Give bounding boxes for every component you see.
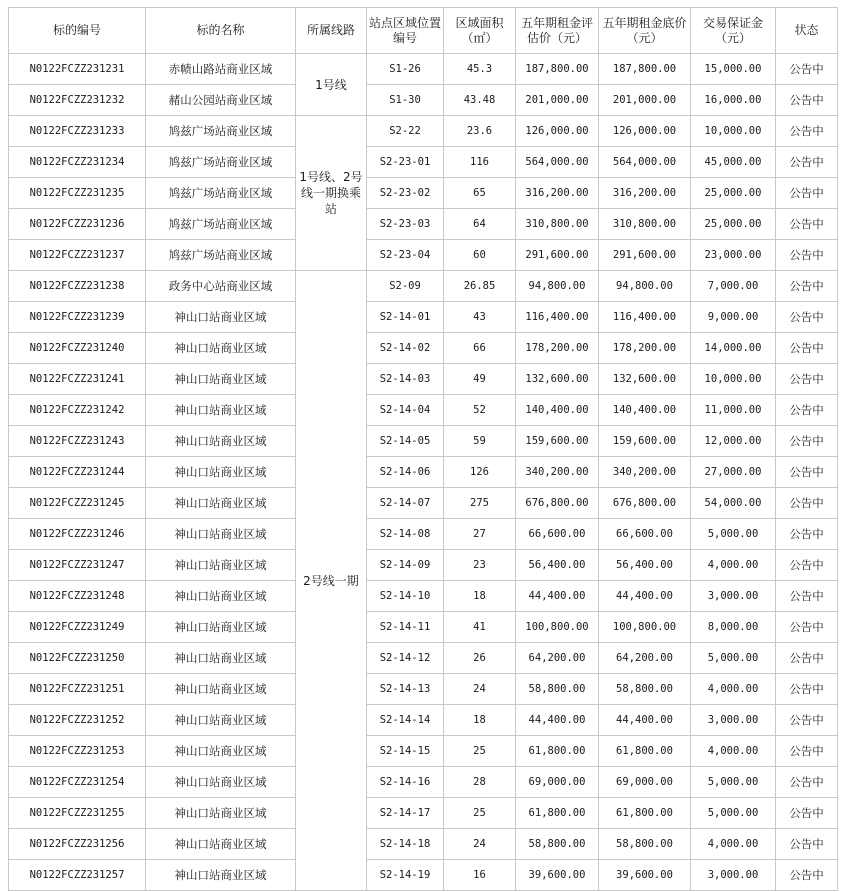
table-row [9,643,838,674]
cell-deposit: 54,000.00 [691,488,776,519]
cell-code: N0122FCZZ231239 [9,302,146,333]
cell-area: 24 [444,674,516,705]
cell-area: 18 [444,581,516,612]
cell-deposit: 5,000.00 [691,519,776,550]
cell-area: 16 [444,860,516,891]
cell-code: N0122FCZZ231257 [9,860,146,891]
cell-position: S2-14-01 [367,302,444,333]
cell-deposit: 14,000.00 [691,333,776,364]
cell-floor-price: 310,800.00 [599,209,691,240]
cell-floor-price: 39,600.00 [599,860,691,891]
cell-code: N0122FCZZ231241 [9,364,146,395]
cell-status: 公告中 [776,829,838,860]
table-row [9,736,838,767]
cell-deposit: 7,000.00 [691,271,776,302]
cell-status: 公告中 [776,271,838,302]
cell-position: S2-14-05 [367,426,444,457]
cell-floor-price: 58,800.00 [599,829,691,860]
cell-area: 27 [444,519,516,550]
cell-area: 26.85 [444,271,516,302]
cell-name: 神山口站商业区域 [146,829,296,860]
cell-position: S2-23-02 [367,178,444,209]
cell-status: 公告中 [776,54,838,85]
table-row [9,364,838,395]
cell-eval-price: 132,600.00 [516,364,599,395]
cell-eval-price: 39,600.00 [516,860,599,891]
table-row [9,581,838,612]
cell-deposit: 27,000.00 [691,457,776,488]
cell-eval-price: 178,200.00 [516,333,599,364]
cell-status: 公告中 [776,798,838,829]
cell-floor-price: 132,600.00 [599,364,691,395]
cell-position: S2-14-08 [367,519,444,550]
col-header-eval-price: 五年期租金评估价（元） [516,8,599,54]
col-header-deposit: 交易保证金（元） [691,8,776,54]
cell-name: 神山口站商业区域 [146,302,296,333]
table-row [9,85,838,116]
cell-deposit: 23,000.00 [691,240,776,271]
cell-status: 公告中 [776,302,838,333]
cell-status: 公告中 [776,550,838,581]
cell-status: 公告中 [776,178,838,209]
table-row [9,147,838,178]
cell-floor-price: 676,800.00 [599,488,691,519]
table-row [9,240,838,271]
cell-eval-price: 126,000.00 [516,116,599,147]
cell-eval-price: 100,800.00 [516,612,599,643]
cell-status: 公告中 [776,519,838,550]
cell-deposit: 4,000.00 [691,736,776,767]
cell-area: 60 [444,240,516,271]
cell-eval-price: 159,600.00 [516,426,599,457]
col-header-status: 状态 [776,8,838,54]
cell-name: 神山口站商业区域 [146,581,296,612]
cell-eval-price: 340,200.00 [516,457,599,488]
cell-floor-price: 94,800.00 [599,271,691,302]
cell-position: S2-23-03 [367,209,444,240]
cell-area: 23.6 [444,116,516,147]
cell-area: 23 [444,550,516,581]
table-row [9,674,838,705]
cell-eval-price: 61,800.00 [516,736,599,767]
cell-status: 公告中 [776,147,838,178]
cell-deposit: 12,000.00 [691,426,776,457]
cell-position: S2-09 [367,271,444,302]
cell-area: 41 [444,612,516,643]
cell-status: 公告中 [776,488,838,519]
cell-floor-price: 564,000.00 [599,147,691,178]
cell-floor-price: 66,600.00 [599,519,691,550]
cell-name: 鸠兹广场站商业区域 [146,178,296,209]
cell-status: 公告中 [776,85,838,116]
cell-deposit: 45,000.00 [691,147,776,178]
cell-code: N0122FCZZ231245 [9,488,146,519]
cell-deposit: 4,000.00 [691,674,776,705]
cell-status: 公告中 [776,860,838,891]
cell-eval-price: 94,800.00 [516,271,599,302]
table-row [9,395,838,426]
cell-code: N0122FCZZ231238 [9,271,146,302]
cell-status: 公告中 [776,674,838,705]
cell-deposit: 25,000.00 [691,178,776,209]
cell-position: S2-14-15 [367,736,444,767]
cell-name: 神山口站商业区域 [146,333,296,364]
cell-name: 神山口站商业区域 [146,643,296,674]
cell-deposit: 11,000.00 [691,395,776,426]
cell-eval-price: 316,200.00 [516,178,599,209]
col-header-name: 标的名称 [146,8,296,54]
cell-floor-price: 58,800.00 [599,674,691,705]
cell-position: S2-23-04 [367,240,444,271]
cell-floor-price: 340,200.00 [599,457,691,488]
cell-area: 52 [444,395,516,426]
cell-status: 公告中 [776,426,838,457]
cell-name: 神山口站商业区域 [146,426,296,457]
cell-status: 公告中 [776,581,838,612]
cell-position: S2-14-09 [367,550,444,581]
cell-code: N0122FCZZ231236 [9,209,146,240]
cell-code: N0122FCZZ231249 [9,612,146,643]
cell-code: N0122FCZZ231253 [9,736,146,767]
cell-code: N0122FCZZ231244 [9,457,146,488]
cell-name: 神山口站商业区域 [146,550,296,581]
cell-position: S1-30 [367,85,444,116]
col-header-position: 站点区域位置编号 [367,8,444,54]
table-row [9,426,838,457]
cell-eval-price: 187,800.00 [516,54,599,85]
table-row [9,488,838,519]
cell-name: 神山口站商业区域 [146,488,296,519]
cell-eval-price: 291,600.00 [516,240,599,271]
table-row [9,271,838,302]
table-row [9,798,838,829]
cell-code: N0122FCZZ231233 [9,116,146,147]
cell-area: 18 [444,705,516,736]
cell-deposit: 16,000.00 [691,85,776,116]
cell-eval-price: 201,000.00 [516,85,599,116]
cell-eval-price: 140,400.00 [516,395,599,426]
table-row [9,457,838,488]
table-row [9,705,838,736]
cell-eval-price: 69,000.00 [516,767,599,798]
table-row [9,860,838,891]
table-row [9,829,838,860]
cell-eval-price: 310,800.00 [516,209,599,240]
cell-code: N0122FCZZ231242 [9,395,146,426]
cell-code: N0122FCZZ231235 [9,178,146,209]
cell-floor-price: 291,600.00 [599,240,691,271]
cell-name: 鸠兹广场站商业区域 [146,240,296,271]
cell-floor-price: 69,000.00 [599,767,691,798]
cell-code: N0122FCZZ231248 [9,581,146,612]
table-row [9,612,838,643]
cell-floor-price: 56,400.00 [599,550,691,581]
cell-eval-price: 66,600.00 [516,519,599,550]
cell-floor-price: 316,200.00 [599,178,691,209]
cell-code: N0122FCZZ231251 [9,674,146,705]
cell-eval-price: 676,800.00 [516,488,599,519]
cell-name: 神山口站商业区域 [146,674,296,705]
cell-code: N0122FCZZ231256 [9,829,146,860]
cell-floor-price: 44,400.00 [599,705,691,736]
cell-name: 鸠兹广场站商业区域 [146,209,296,240]
cell-area: 126 [444,457,516,488]
cell-area: 25 [444,736,516,767]
table-row [9,550,838,581]
cell-eval-price: 58,800.00 [516,829,599,860]
col-header-code: 标的编号 [9,8,146,54]
cell-name: 神山口站商业区域 [146,798,296,829]
table-row [9,333,838,364]
cell-status: 公告中 [776,705,838,736]
cell-status: 公告中 [776,736,838,767]
cell-code: N0122FCZZ231254 [9,767,146,798]
cell-code: N0122FCZZ231243 [9,426,146,457]
table-row [9,178,838,209]
cell-area: 49 [444,364,516,395]
cell-area: 43 [444,302,516,333]
table-row [9,116,838,147]
cell-floor-price: 126,000.00 [599,116,691,147]
cell-position: S2-14-12 [367,643,444,674]
cell-position: S2-14-04 [367,395,444,426]
cell-position: S2-14-14 [367,705,444,736]
cell-name: 神山口站商业区域 [146,612,296,643]
cell-floor-price: 178,200.00 [599,333,691,364]
cell-floor-price: 159,600.00 [599,426,691,457]
cell-area: 28 [444,767,516,798]
cell-code: N0122FCZZ231232 [9,85,146,116]
cell-eval-price: 44,400.00 [516,581,599,612]
cell-line-group: 1号线、2号线一期换乘站 [296,116,367,271]
table-body [9,54,838,891]
cell-area: 275 [444,488,516,519]
cell-code: N0122FCZZ231240 [9,333,146,364]
cell-status: 公告中 [776,209,838,240]
cell-name: 赤帻山路站商业区域 [146,54,296,85]
cell-status: 公告中 [776,116,838,147]
cell-deposit: 15,000.00 [691,54,776,85]
cell-name: 神山口站商业区域 [146,767,296,798]
table-row [9,302,838,333]
cell-position: S2-14-02 [367,333,444,364]
table-row [9,519,838,550]
cell-position: S2-14-19 [367,860,444,891]
cell-code: N0122FCZZ231234 [9,147,146,178]
col-header-floor-price: 五年期租金底价（元） [599,8,691,54]
cell-eval-price: 64,200.00 [516,643,599,674]
table-row [9,54,838,85]
cell-code: N0122FCZZ231247 [9,550,146,581]
cell-status: 公告中 [776,767,838,798]
cell-name: 神山口站商业区域 [146,736,296,767]
cell-area: 116 [444,147,516,178]
cell-area: 66 [444,333,516,364]
cell-area: 43.48 [444,85,516,116]
table-row [9,209,838,240]
cell-deposit: 25,000.00 [691,209,776,240]
cell-floor-price: 44,400.00 [599,581,691,612]
cell-position: S1-26 [367,54,444,85]
cell-eval-price: 61,800.00 [516,798,599,829]
cell-deposit: 3,000.00 [691,705,776,736]
cell-floor-price: 187,800.00 [599,54,691,85]
cell-floor-price: 201,000.00 [599,85,691,116]
cell-line-group: 2号线一期 [296,271,367,891]
cell-eval-price: 56,400.00 [516,550,599,581]
cell-deposit: 5,000.00 [691,767,776,798]
cell-name: 神山口站商业区域 [146,705,296,736]
cell-area: 25 [444,798,516,829]
cell-area: 26 [444,643,516,674]
cell-position: S2-14-06 [367,457,444,488]
cell-name: 赭山公园站商业区域 [146,85,296,116]
table-header-row [9,8,838,54]
cell-code: N0122FCZZ231250 [9,643,146,674]
cell-position: S2-14-16 [367,767,444,798]
cell-floor-price: 100,800.00 [599,612,691,643]
cell-code: N0122FCZZ231246 [9,519,146,550]
cell-status: 公告中 [776,643,838,674]
table-row [9,767,838,798]
cell-deposit: 10,000.00 [691,364,776,395]
cell-position: S2-14-13 [367,674,444,705]
cell-code: N0122FCZZ231237 [9,240,146,271]
cell-deposit: 9,000.00 [691,302,776,333]
cell-floor-price: 61,800.00 [599,798,691,829]
cell-floor-price: 140,400.00 [599,395,691,426]
bid-items-table [8,7,838,891]
cell-status: 公告中 [776,240,838,271]
cell-area: 64 [444,209,516,240]
cell-name: 鸠兹广场站商业区域 [146,116,296,147]
cell-eval-price: 58,800.00 [516,674,599,705]
cell-position: S2-23-01 [367,147,444,178]
cell-eval-price: 564,000.00 [516,147,599,178]
cell-floor-price: 116,400.00 [599,302,691,333]
col-header-area: 区域面积（㎡） [444,8,516,54]
cell-position: S2-14-18 [367,829,444,860]
cell-position: S2-14-03 [367,364,444,395]
cell-name: 政务中心站商业区域 [146,271,296,302]
cell-area: 45.3 [444,54,516,85]
cell-name: 鸠兹广场站商业区域 [146,147,296,178]
cell-position: S2-14-10 [367,581,444,612]
cell-status: 公告中 [776,333,838,364]
cell-floor-price: 61,800.00 [599,736,691,767]
cell-name: 神山口站商业区域 [146,395,296,426]
cell-position: S2-14-11 [367,612,444,643]
cell-eval-price: 44,400.00 [516,705,599,736]
cell-deposit: 3,000.00 [691,860,776,891]
cell-position: S2-14-07 [367,488,444,519]
cell-code: N0122FCZZ231231 [9,54,146,85]
cell-deposit: 8,000.00 [691,612,776,643]
cell-name: 神山口站商业区域 [146,519,296,550]
cell-area: 59 [444,426,516,457]
cell-deposit: 3,000.00 [691,581,776,612]
cell-name: 神山口站商业区域 [146,457,296,488]
cell-area: 65 [444,178,516,209]
cell-deposit: 4,000.00 [691,550,776,581]
cell-name: 神山口站商业区域 [146,860,296,891]
cell-deposit: 10,000.00 [691,116,776,147]
cell-code: N0122FCZZ231255 [9,798,146,829]
cell-status: 公告中 [776,364,838,395]
cell-deposit: 5,000.00 [691,643,776,674]
cell-status: 公告中 [776,457,838,488]
cell-status: 公告中 [776,612,838,643]
col-header-line: 所属线路 [296,8,367,54]
cell-position: S2-14-17 [367,798,444,829]
cell-name: 神山口站商业区域 [146,364,296,395]
cell-line-group: 1号线 [296,54,367,116]
cell-floor-price: 64,200.00 [599,643,691,674]
cell-position: S2-22 [367,116,444,147]
cell-area: 24 [444,829,516,860]
cell-deposit: 4,000.00 [691,829,776,860]
cell-deposit: 5,000.00 [691,798,776,829]
cell-eval-price: 116,400.00 [516,302,599,333]
cell-code: N0122FCZZ231252 [9,705,146,736]
cell-status: 公告中 [776,395,838,426]
